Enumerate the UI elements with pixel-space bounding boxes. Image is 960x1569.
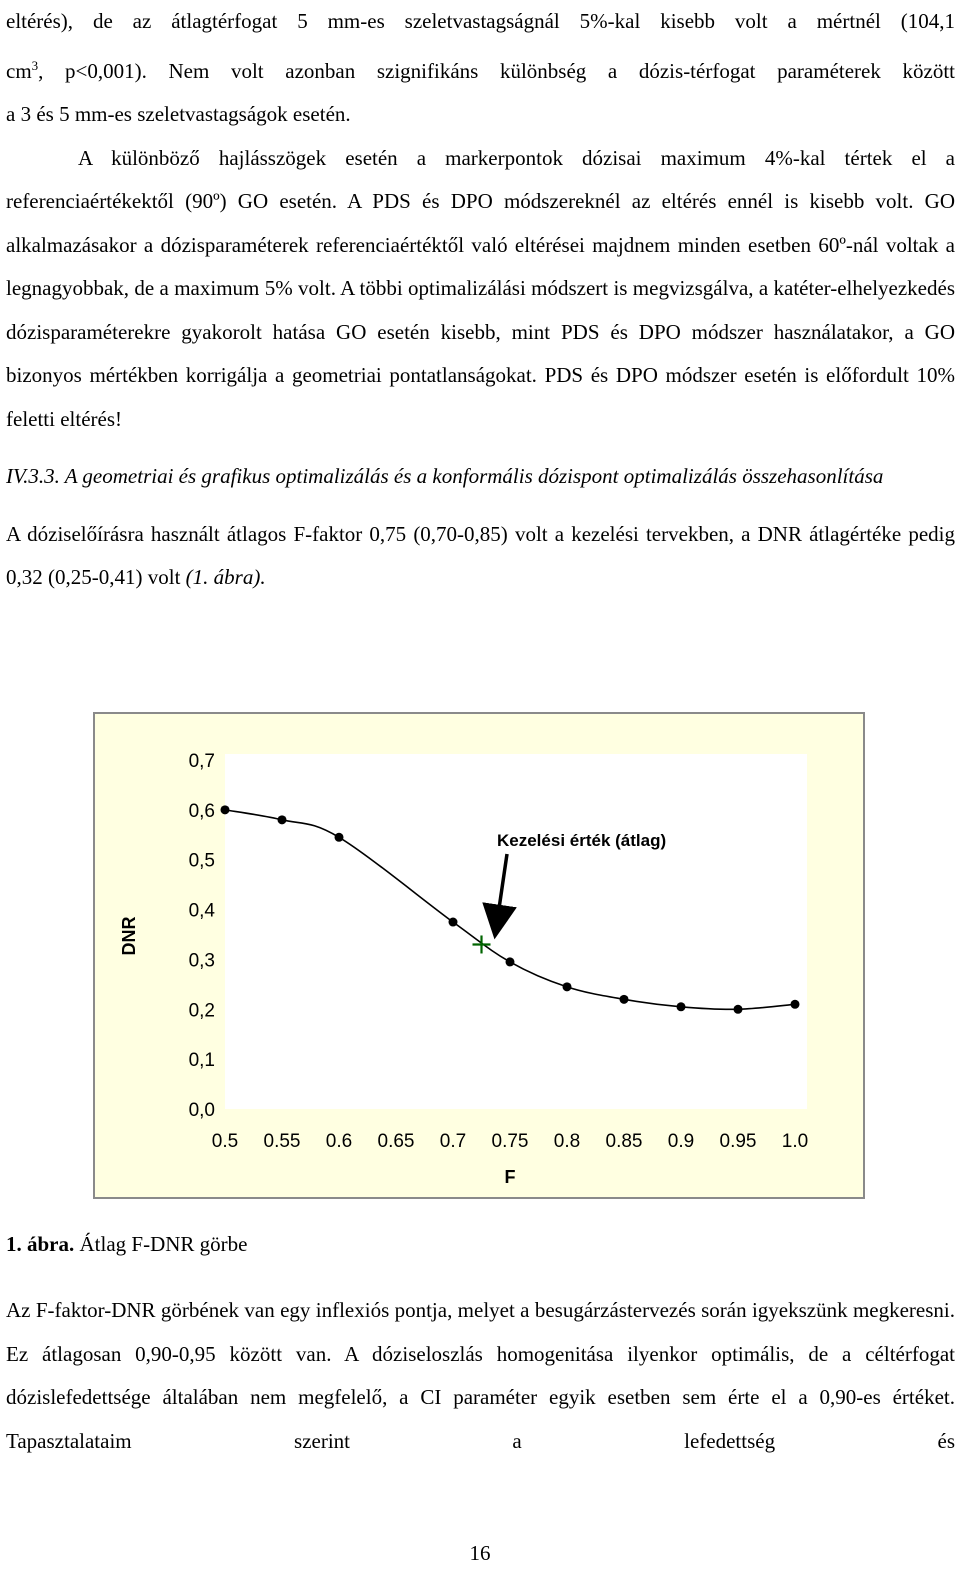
y-axis-label: DNR [119,916,139,956]
x-tick-label: 0.85 [605,1131,643,1152]
y-tick-label: 0,5 [188,850,215,872]
y-tick-label: 0,1 [188,1050,215,1072]
data-point [506,957,515,966]
paragraph-2: A különböző hajlásszögek esetén a markerpontok dózisai maximum 4%-kal tértek el a referenciaértékektől (90º) GO esetén. A PDS és DPO módszereknél az eltérés ennél is kisebb volt. GO alkalmazásakor a dózisparaméterek referenciaértéktől való eltérései majdnem minden esetben 60º-nál voltak a legnagyobbak, de a maximum 5% volt. A többi optimalizálási módszert is megvizsgálva, a katéter-elhelyezkedés dózisparaméterekre gyakorolt hatása GO esetén kisebb, mint PDS és DPO módszer használatakor, a GO bizonyos mértékben korrigálja a geometriai pontatlanságokat. PDS és DPO módszer esetén is előfordult 10% feletti eltérés! [6,145,955,431]
x-tick-label: 0.6 [325,1131,353,1152]
x-tick-label: 0.95 [719,1131,757,1152]
plot-area [225,754,807,1109]
superscript-3: 3 [31,57,39,73]
paragraph-1-line-1: eltérés), de az átlagtérfogat 5 mm-es szeletvastagságnál 5%-kal kisebb volt a mértnél (104,1 [6,9,955,33]
paragraph-4: Az F-faktor-DNR görbének van egy inflexiós pontja, melyet a besugárzástervezés során igyekszünk megkeresni. Ez átlagosan 0,90-0,95 között van. A dóziseloszlás homogenitása ilyenkor optimális, de a céltérfogat dózislefedettsége általában nem megfelelő, a CI paraméter egyik esetben sem érte el a 0,90-es értéket. Tapasztalataim szerint a lefedettség és [6,1298,955,1453]
data-point [791,1000,800,1009]
figure-number: 1. ábra. [6,1232,75,1256]
section-heading: IV.3.3. A geometriai és grafikus optimalizálás és a konformális dózispont optimalizálás összehasonlítása [6,464,884,488]
y-tick-label: 0,2 [188,1000,215,1022]
y-tick-label: 0,6 [188,800,215,822]
x-tick-label: 0.75 [491,1131,529,1152]
x-tick-label: 0.7 [439,1131,467,1152]
data-point [563,982,572,991]
x-tick-label: 1.0 [781,1131,809,1152]
data-point [278,815,287,824]
paragraph-1-line-3: a 3 és 5 mm-es szeletvastagságok esetén. [6,102,351,126]
x-tick-label: 0.9 [667,1131,695,1152]
x-tick-label: 0.55 [263,1131,301,1152]
y-tick-label: 0,0 [188,1100,215,1121]
x-axis-label: F [504,1167,516,1187]
f-dnr-chart [95,714,863,1197]
unit-cm: cm [6,58,32,83]
data-point [335,833,344,842]
data-point [677,1002,686,1011]
paragraph-1-line-2-rest: , p<0,001). Nem volt azonban szignifikáns különbség a dózis-térfogat paraméterek között [38,58,955,83]
post-figure-text [6,1289,955,1463]
paragraph-1-line-2 [6,44,955,94]
figure-chart [93,712,865,1199]
annotation-label: Kezelési érték (átlag) [497,831,667,850]
paragraph-3 [6,513,955,600]
x-tick-label: 0.8 [553,1131,581,1152]
y-tick-label: 0,7 [188,751,215,772]
figure-reference: (1. ábra). [185,565,266,589]
y-tick-label: 0,4 [188,900,215,922]
page-number: 16 [469,1541,491,1565]
data-point [620,995,629,1004]
data-point [221,805,230,814]
data-point [449,918,458,927]
paragraph-3-text: A dóziselőírásra használt átlagos F-faktor 0,75 (0,70-0,85) volt a kezelési tervekben, a DNR átlagértéke pedig 0,32 (0,25-0,41) volt [6,521,955,589]
y-tick-label: 0,3 [188,950,215,972]
page-body [6,0,955,600]
figure-caption [6,1224,247,1264]
data-point [734,1005,743,1014]
figure-caption-text: Átlag F-DNR görbe [74,1232,248,1256]
x-tick-label: 0.65 [377,1131,415,1152]
x-tick-label: 0.5 [211,1131,239,1152]
